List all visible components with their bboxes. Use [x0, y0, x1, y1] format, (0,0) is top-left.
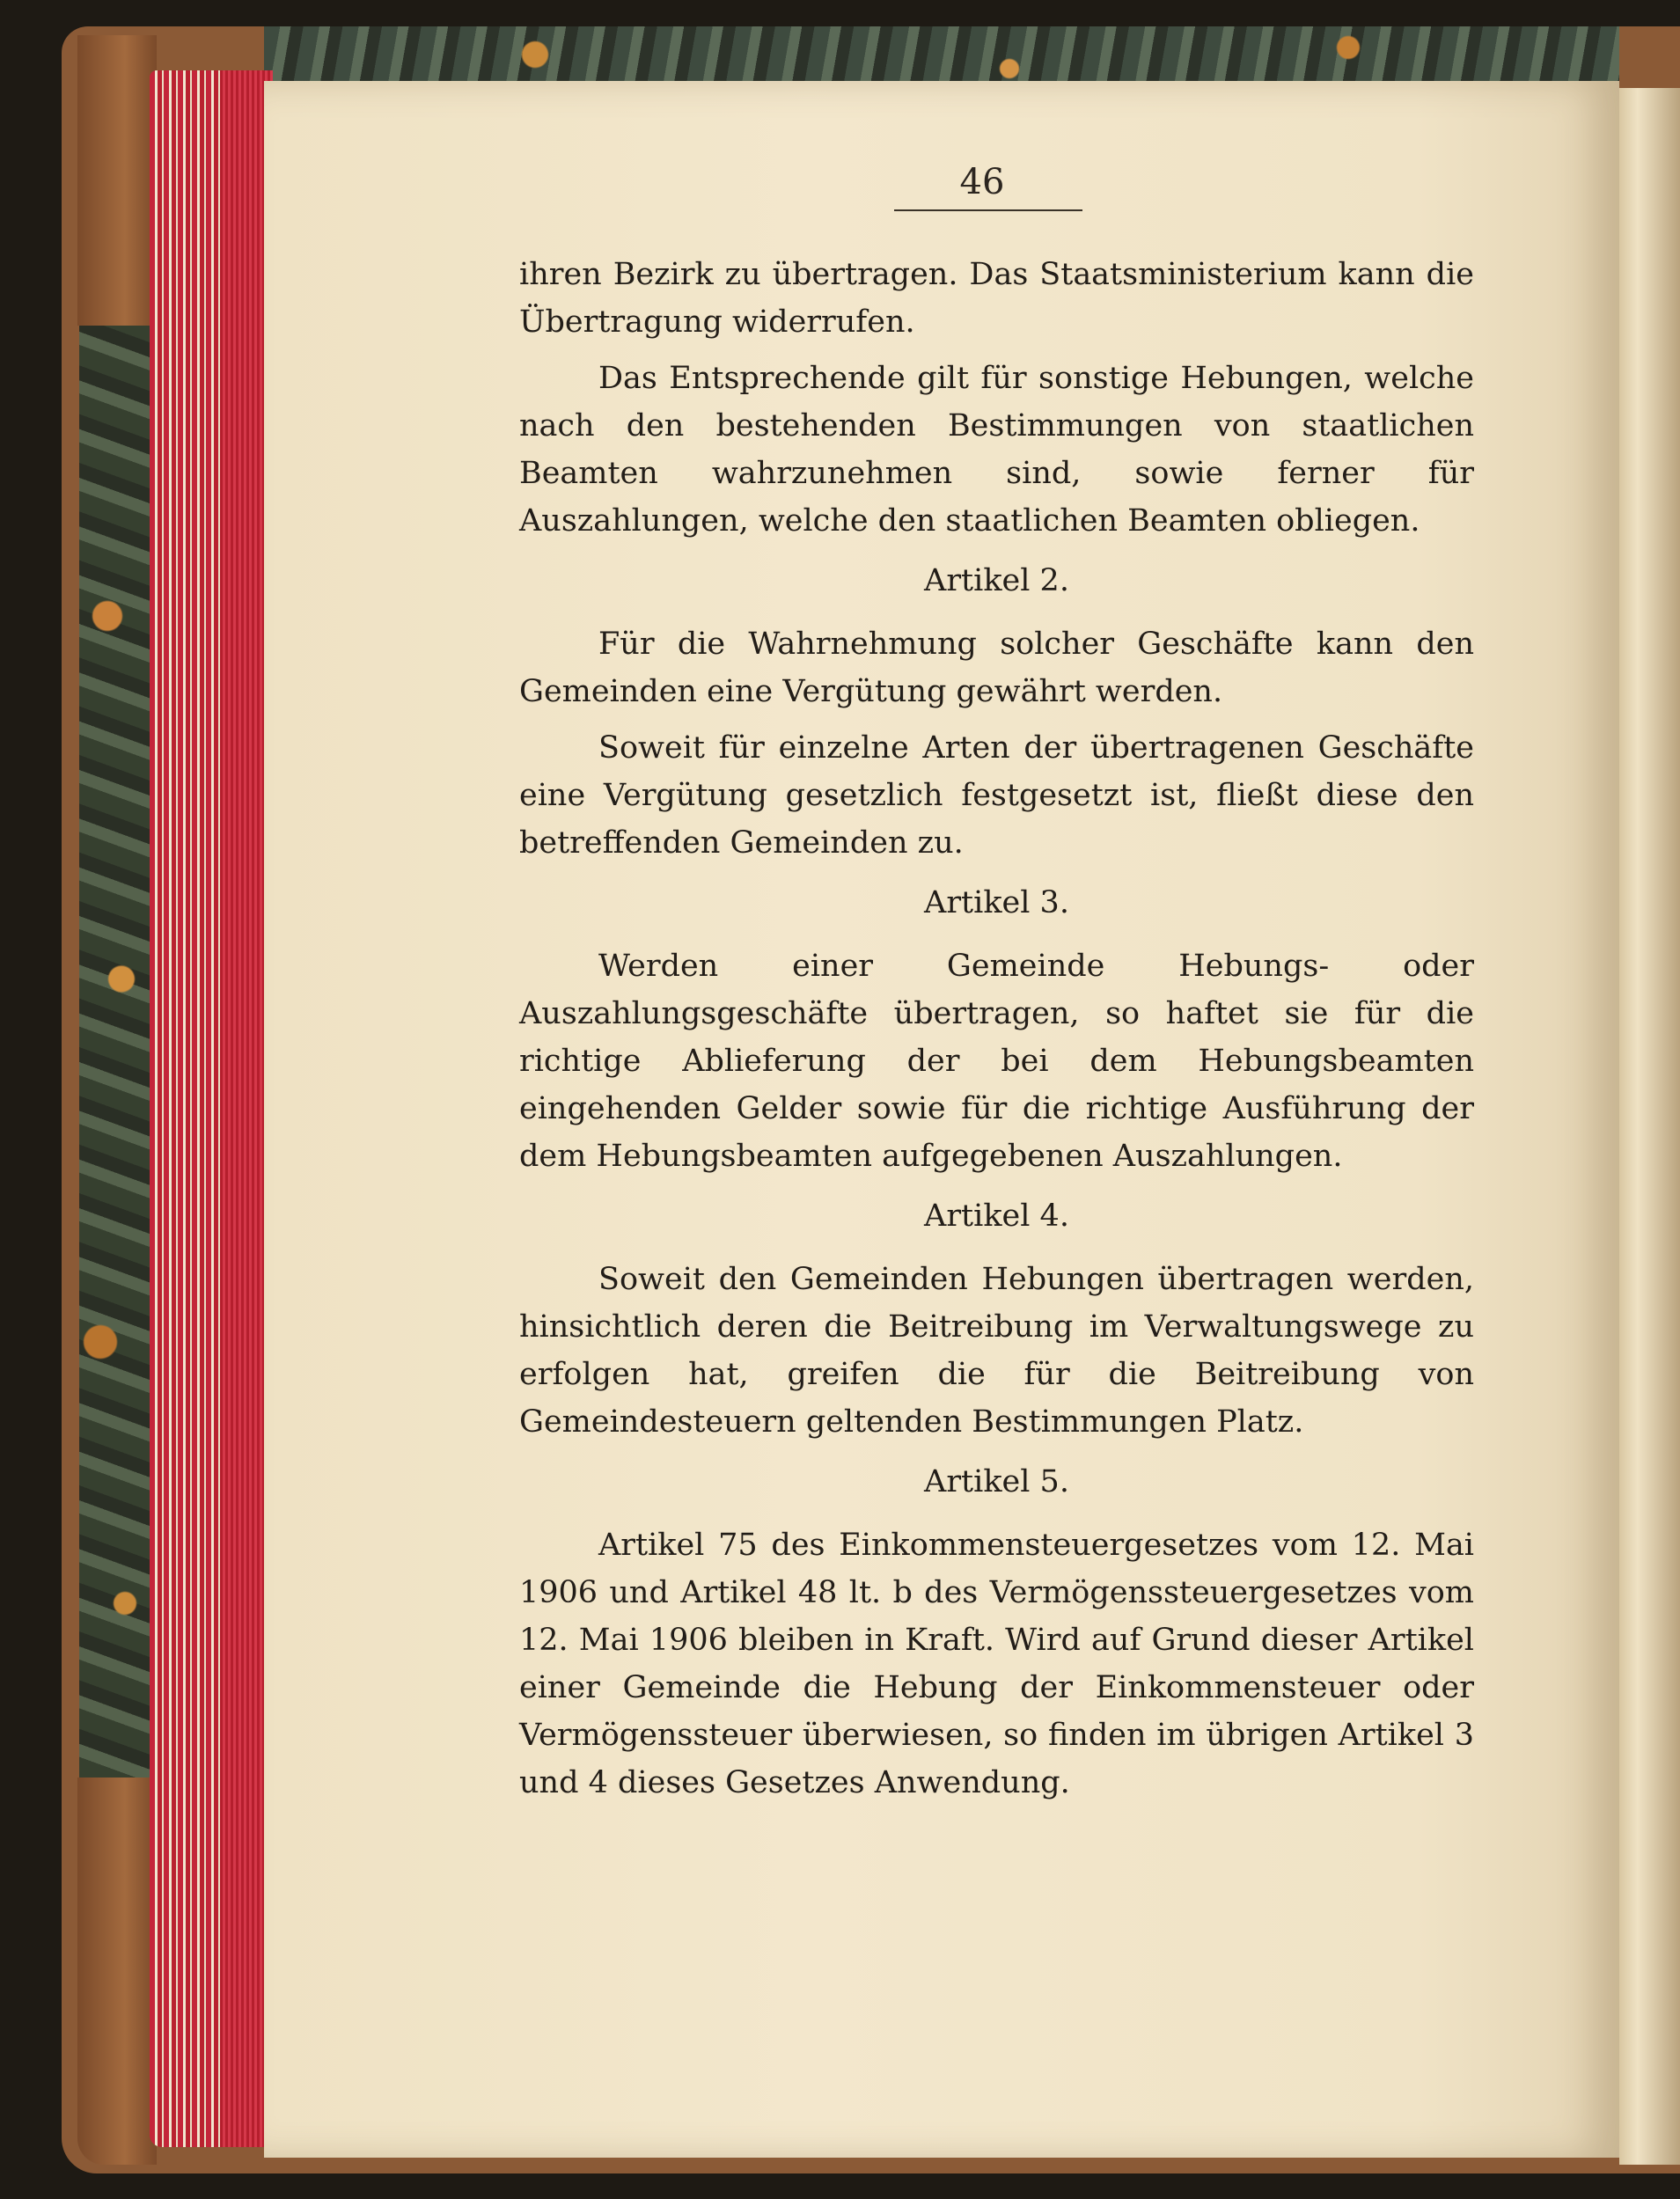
- page-text: [519, 251, 1474, 1815]
- article-heading: Artikel 4.: [924, 1198, 1069, 1234]
- paragraph: Soweit für einzelne Arten der übertragenen Geschäfte eine Vergütung gesetzlich festgesetzt ist, fließt diese den betreffenden Gemeinden zu.: [519, 730, 1474, 861]
- article-heading: Artikel 5.: [924, 1464, 1069, 1499]
- gutter-next-page: [1619, 88, 1680, 2165]
- paragraph: ihren Bezirk zu übertragen. Das Staatsministerium kann die Übertragung widerrufen.: [519, 257, 1474, 340]
- article-heading: Artikel 2.: [924, 563, 1069, 598]
- marbled-cover-left: [79, 326, 150, 1778]
- leather-corner-top: [77, 35, 157, 326]
- paragraph: Das Entsprechende gilt für sonstige Hebungen, welche nach den bestehenden Bestimmungen von staatlichen Beamten wahrzunehmen sind, sowie ferner für Auszahlungen, welche den staatlichen Beamten obliegen.: [519, 361, 1474, 539]
- paragraph: Soweit den Gemeinden Hebungen übertragen werden, hinsichtlich deren die Beitreibung im Verwaltungswege zu erfolgen hat, greifen die für die Beitreibung von Gemeindesteuern geltenden Bestimmungen Platz.: [519, 1262, 1474, 1440]
- article-heading: Artikel 3.: [924, 885, 1069, 920]
- paragraph: Für die Wahrnehmung solcher Geschäfte kann den Gemeinden eine Vergütung gewährt werden.: [519, 627, 1474, 709]
- paragraph: Artikel 75 des Einkommensteuergesetzes vom 12. Mai 1906 und Artikel 48 lt. b des Vermögenssteuergesetzes vom 12. Mai 1906 bleiben in Kraft. Wird auf Grund dieser Artikel einer Gemeinde die Hebung der Einkommensteuer oder Vermögenssteuer überwiesen, so finden im übrigen Artikel 3 und 4 dieses Gesetzes Anwendung.: [519, 1528, 1474, 1800]
- page-number-rule: [894, 209, 1082, 211]
- leather-corner-bottom: [77, 1778, 157, 2165]
- paragraph: Werden einer Gemeinde Hebungs- oder Auszahlungsgeschäfte übertragen, so haftet sie für die richtige Ablieferung der bei dem Hebungsbeamten eingehenden Gelder sowie für die richtige Ausführung der dem Hebungsbeamten aufgegebenen Auszahlungen.: [519, 949, 1474, 1174]
- page-number: 46: [959, 162, 1005, 202]
